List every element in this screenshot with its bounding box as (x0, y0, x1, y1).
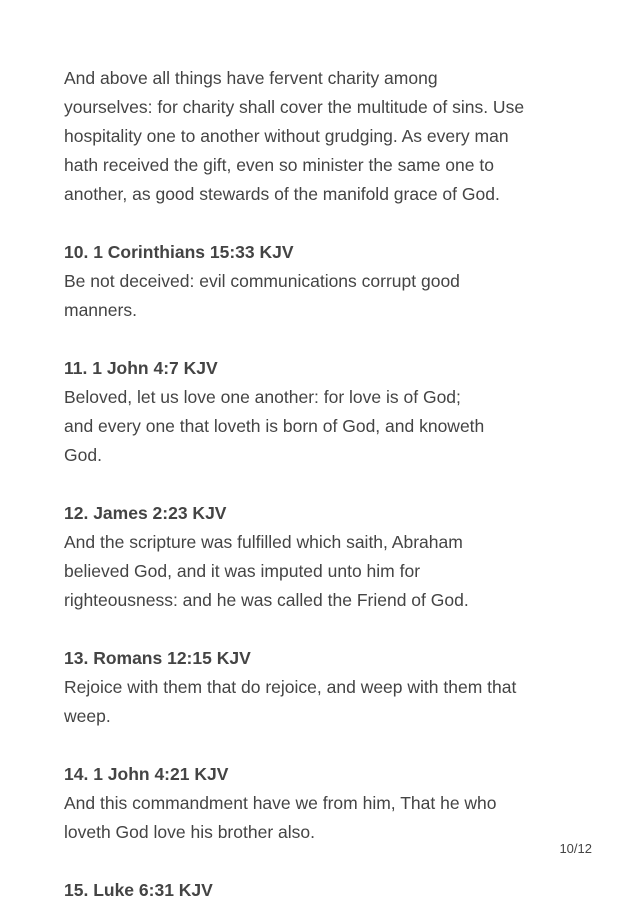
spacer (64, 847, 584, 876)
verse-block (64, 354, 584, 470)
verse-heading: 12. James 2:23 KJV (64, 503, 227, 523)
verse-text-line: God. (64, 445, 102, 465)
verse-block (64, 760, 584, 847)
verse-heading: 10. 1 Corinthians 15:33 KJV (64, 242, 294, 262)
verse-heading: 15. Luke 6:31 KJV (64, 880, 213, 900)
verse-text-line: and every one that loveth is born of God, and knoweth (64, 416, 485, 436)
verse-text-line: Rejoice with them that do rejoice, and weep with them that (64, 677, 517, 697)
page-content (64, 64, 584, 905)
verse-text-line: righteousness: and he was called the Friend of God. (64, 590, 469, 610)
verse-heading: 11. 1 John 4:7 KJV (64, 358, 218, 378)
verse-text-line: loveth God love his brother also. (64, 822, 315, 842)
verse-block (64, 238, 584, 325)
spacer (64, 615, 584, 644)
text-line: yourselves: for charity shall cover the multitude of sins. Use (64, 97, 525, 117)
verse-block (64, 876, 584, 905)
verse-text-line: Be not deceived: evil communications corrupt good (64, 271, 460, 291)
text-line: hath received the gift, even so minister the same one to (64, 155, 494, 175)
verse-text-line: And this commandment have we from him, That he who (64, 793, 497, 813)
text-line: another, as good stewards of the manifold grace of God. (64, 184, 500, 204)
verse-text-line: And the scripture was fulfilled which saith, Abraham (64, 532, 463, 552)
verse-text-line: weep. (64, 706, 111, 726)
verse-block (64, 644, 584, 731)
verse-heading: 14. 1 John 4:21 KJV (64, 764, 229, 784)
spacer (64, 325, 584, 354)
spacer (64, 470, 584, 499)
spacer (64, 731, 584, 760)
verse-text-line: believed God, and it was imputed unto him for (64, 561, 421, 581)
verse-text-line: manners. (64, 300, 137, 320)
intro-paragraph (64, 64, 584, 209)
spacer (64, 209, 584, 238)
page-number: 10/12 (559, 841, 592, 856)
text-line: And above all things have fervent charity among (64, 68, 438, 88)
verse-block (64, 499, 584, 615)
verse-text-line: Beloved, let us love one another: for love is of God; (64, 387, 461, 407)
verse-heading: 13. Romans 12:15 KJV (64, 648, 251, 668)
text-line: hospitality one to another without grudging. As every man (64, 126, 509, 146)
